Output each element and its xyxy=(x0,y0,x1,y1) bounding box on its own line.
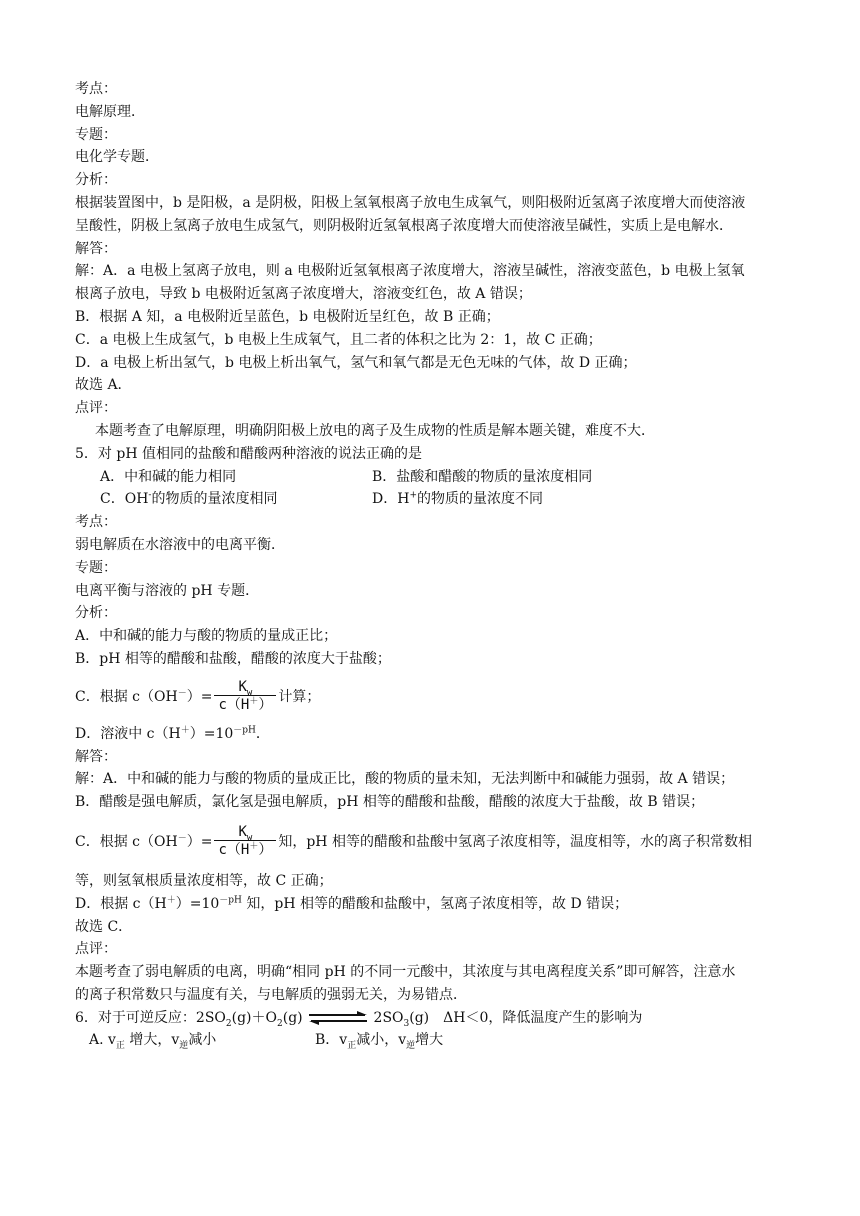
question-6-stem: 6．对于可逆反应：$2SO_2(g)+O_2(g)$ $2SO_3(g)$ ΔH＜0，降低温度产生的影响为 xyxy=(75,1009,643,1029)
equilibrium-arrows-icon xyxy=(307,1011,369,1025)
text-line: 弱电解质在水溶液中的电离平衡． xyxy=(75,536,285,553)
question-5-options-row-2 xyxy=(75,488,791,511)
section-heading-jieda: 解答： xyxy=(75,240,117,257)
text-line: C．a 电极上生成氢气，b 电极上生成氧气，且二者的体积之比为 2：1，故 C 正确； xyxy=(75,331,602,348)
text-line: 故选 A． xyxy=(75,377,132,394)
text-line: 根离子放电，导致 b 电极附近氢离子浓度增大，溶液变红色，故 A 错误； xyxy=(75,286,532,303)
text-line: 电解原理． xyxy=(75,103,145,120)
text-line: 电离平衡与溶液的 pH 专题． xyxy=(75,582,260,599)
section-heading-kaodian: 考点： xyxy=(75,514,117,531)
option-b: B．盐酸和醋酸的物质的量浓度相同 xyxy=(372,468,593,485)
section-heading-kaodian: 考点： xyxy=(75,81,117,97)
option-b: B．$v_正$减小，$v_逆$增大 xyxy=(315,1032,444,1052)
section-heading-dianping: 点评： xyxy=(75,941,117,958)
text-line: 的离子积常数只与温度有关，与电解质的强弱无关，为易错点． xyxy=(75,986,467,1003)
text-line: D．溶液中 $c(H^+)=10^{-pH}$． xyxy=(75,725,270,742)
option-d: D．H+的物质的量浓度不同 xyxy=(372,490,543,508)
option-a: A. $v_正$ 增大，$v_逆$减小 xyxy=(89,1032,217,1052)
option-c: C．OH-的物质的量浓度相同 xyxy=(100,490,278,508)
question-5-stem: 5．对 pH 值相同的盐酸和醋酸两种溶液的说法正确的是 xyxy=(75,445,422,462)
text-line: D．根据 $c(H^+)=10^{-pH}$ 知，pH 相等的醋酸和盐酸中，氢离子浓度相等，故 D 错误； xyxy=(75,895,629,912)
section-heading-zhuanti: 专题： xyxy=(75,559,117,576)
text-line: 故选 C． xyxy=(75,918,133,935)
section-heading-fenxi: 分析： xyxy=(75,605,117,622)
text-line: 等，则氢氧根质量浓度相等，故 C 正确； xyxy=(75,872,333,889)
question-6-options-row-1 xyxy=(75,1029,791,1052)
formula-line: C．根据 c（OH－）= $\frac{K_w}{c(H^+)}$ 计算； xyxy=(75,679,321,714)
section-heading-zhuanti: 专题： xyxy=(75,126,117,143)
text-line: B．pH 相等的醋酸和盐酸，醋酸的浓度大于盐酸； xyxy=(75,650,391,667)
text-line: 电化学专题． xyxy=(75,149,159,166)
text-line: D．a 电极上析出氢气，b 电极上析出氧气，氢气和氧气都是无色无味的气体，故 D 正确； xyxy=(75,354,637,371)
section-heading-jieda: 解答： xyxy=(75,748,117,765)
text-line: 解：A．a 电极上氢离子放电，则 a 电极附近氢氧根离子浓度增大，溶液呈碱性，溶液变蓝色，b 电极上氢氧 xyxy=(75,263,745,280)
text-line: 呈酸性，阴极上氢离子放电生成氢气，则阴极附近氢氧根离子浓度增大而使溶液呈碱性，实质上是电解水． xyxy=(75,217,733,234)
text-line: B．根据 A 知，a 电极附近呈蓝色，b 电极附近呈红色，故 B 正确； xyxy=(75,308,500,325)
kw-fraction: $\frac{K_w}{c(H^+)}$ xyxy=(214,679,276,714)
text-line: 本题考查了弱电解质的电离，明确“相同 pH 的不同一元酸中，其浓度与其电离程度关系”即可解答，注意水 xyxy=(75,964,736,981)
text-line: 根据装置图中，b 是阳极，a 是阴极，阳极上氢氧根离子放电生成氧气，则阳极附近氢离子浓度增大而使溶液 xyxy=(75,194,746,211)
text-line: 解：A．中和碱的能力与酸的物质的量成正比，酸的物质的量未知，无法判断中和碱能力强弱，故 A 错误； xyxy=(75,771,735,788)
option-a: A．中和碱的能力相同 xyxy=(100,468,237,485)
kw-fraction: $\frac{K_w}{c(H^+)}$ xyxy=(214,824,276,859)
question-5-options-row-1 xyxy=(75,466,791,489)
document-page xyxy=(75,78,791,1052)
text-line: B．醋酸是强电解质，氯化氢是强电解质，pH 相等的醋酸和盐酸，醋酸的浓度大于盐酸，故 B 错误； xyxy=(75,794,705,811)
section-heading-fenxi: 分析： xyxy=(75,172,117,189)
section-heading-dianping: 点评： xyxy=(75,400,117,417)
formula-line: C．根据 c（OH－）= $\frac{K_w}{c(H^+)}$ 知，pH 相等的醋酸和盐酸中氢离子浓度相等，温度相等，水的离子积常数相 xyxy=(75,824,752,859)
text-line: A．中和碱的能力与酸的物质的量成正比； xyxy=(75,628,338,645)
text-line: 本题考查了电解原理，明确阴阳极上放电的离子及生成物的性质是解本题关键，难度不大． xyxy=(95,422,655,439)
